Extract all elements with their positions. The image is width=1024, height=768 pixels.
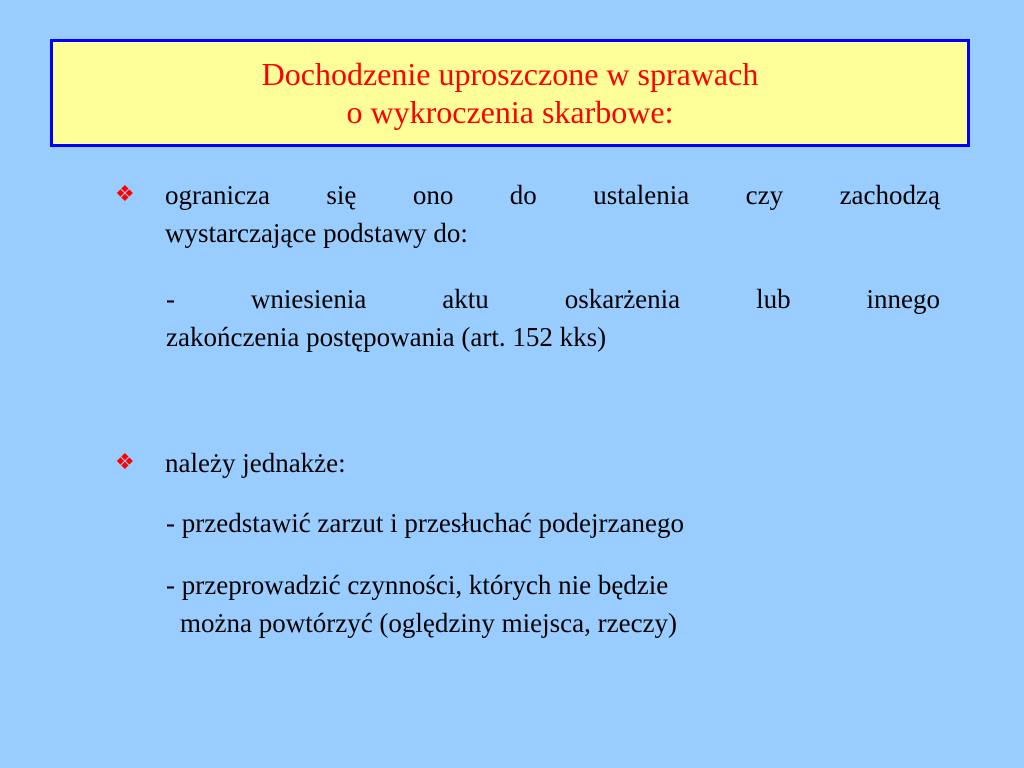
sub-item-2-line-1: - przedstawić zarzut i przesłuchać podejrzanego [166, 508, 684, 538]
diamond-bullet-icon: ❖ [115, 450, 135, 475]
sub-item-3-line-2: można powtórzyć (oględziny miejsca, rzeczy) [180, 608, 678, 638]
bullet-item-2 [115, 444, 940, 482]
slide-title-line-2: o wykroczenia skarbowe: [346, 94, 674, 130]
sub-item-3 [166, 566, 940, 642]
slide-title-line-1: Dochodzenie uproszczone w sprawach [261, 56, 759, 92]
sub-item-3-line-1: - przeprowadzić czynności, których nie będzie [166, 570, 669, 600]
diamond-bullet-icon: ❖ [115, 182, 135, 207]
sub-item-1 [166, 280, 940, 356]
sub-item-1-line-2: zakończenia postępowania (art. 152 kks) [166, 322, 607, 352]
sub-item-2 [166, 504, 940, 542]
bullet-1-line-1: ogranicza się ono do ustalenia czy zachodzą [165, 180, 940, 210]
sub-item-1-line-1: - wniesienia aktu oskarżenia lub innego [166, 284, 940, 314]
bullet-1-line-2: wystarczające podstawy do: [165, 218, 468, 248]
title-box [50, 39, 970, 147]
bullet-item-1 [115, 176, 940, 252]
bullet-2-line-1: należy jednakże: [165, 448, 346, 478]
